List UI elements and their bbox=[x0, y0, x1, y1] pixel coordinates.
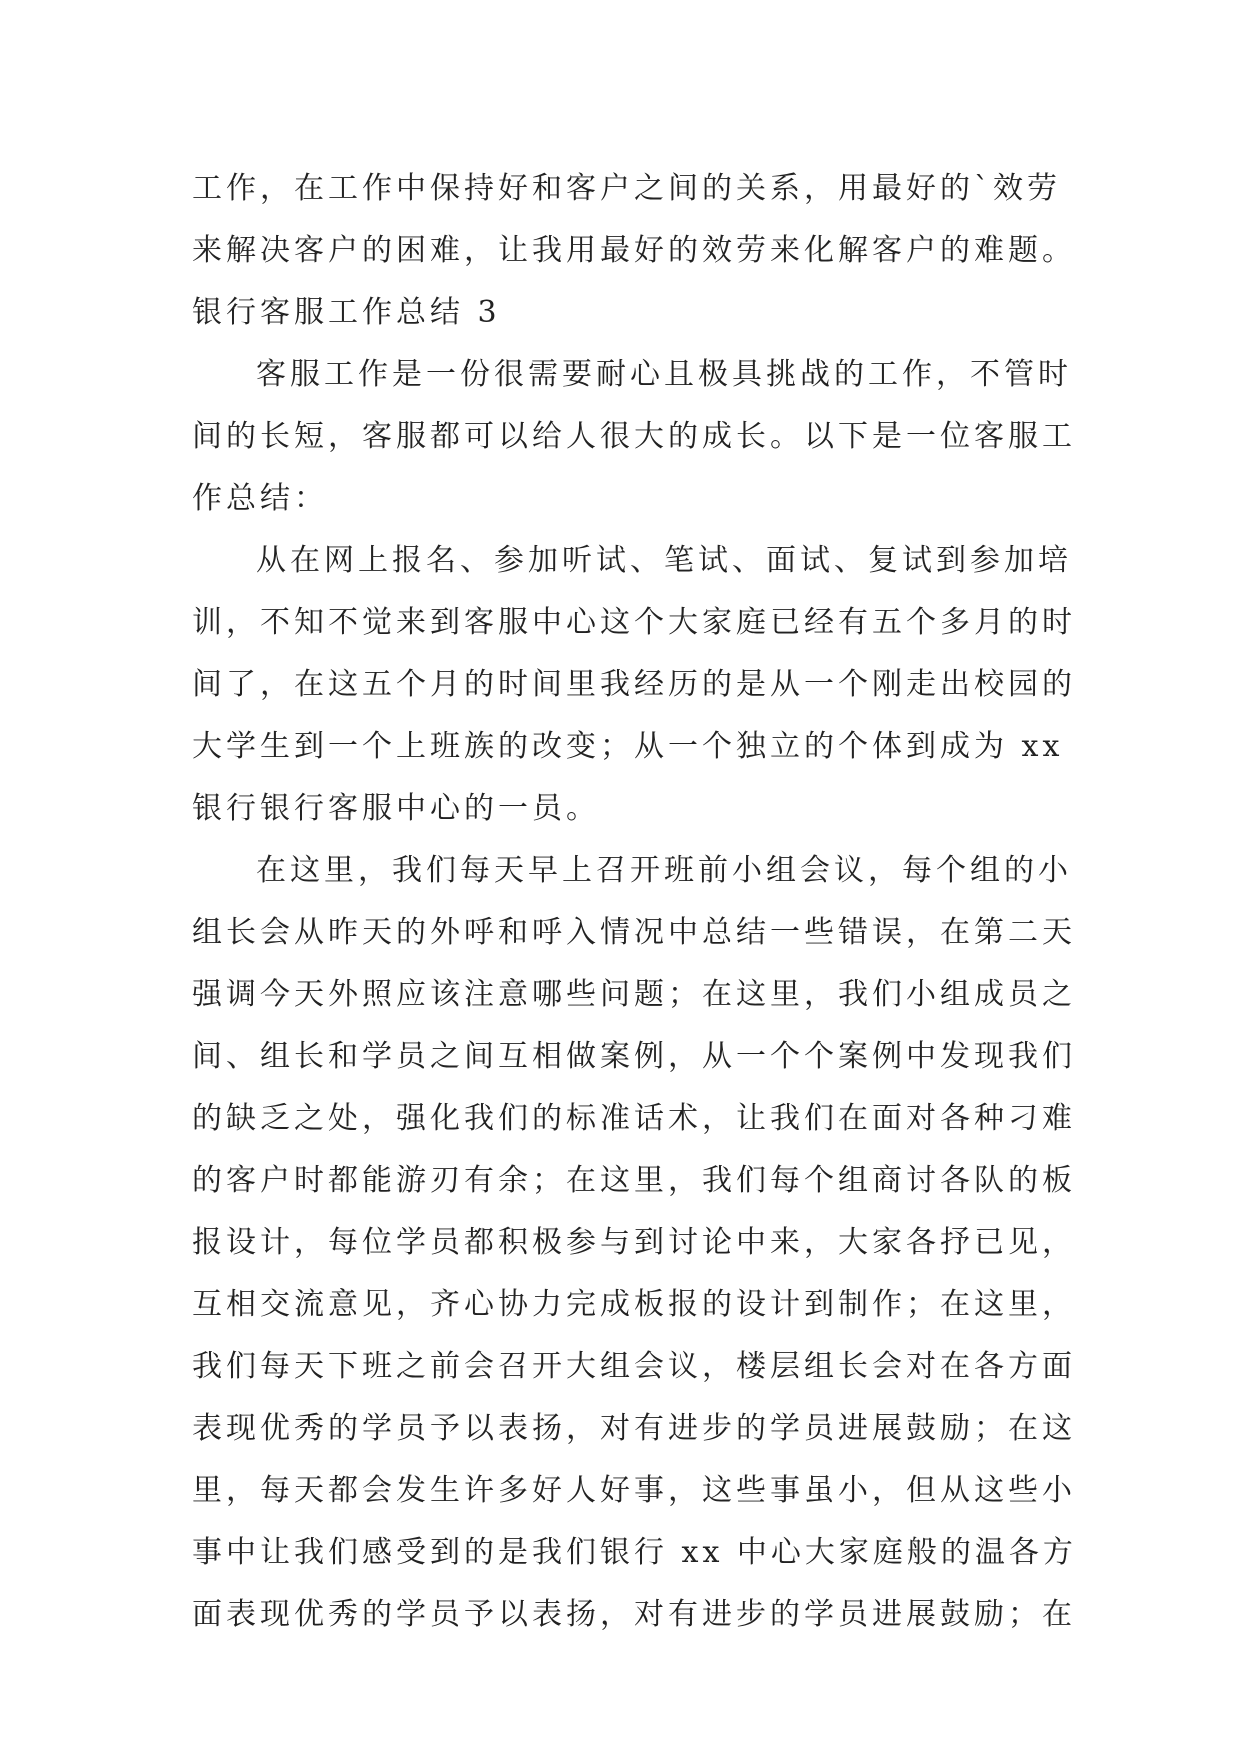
text-line: 间、组长和学员之间互相做案例，从一个个案例中发现我们 bbox=[192, 1039, 1076, 1074]
text-line: 的缺乏之处，强化我们的标准话术，让我们在面对各种刁难 bbox=[192, 1101, 1076, 1136]
text-line: 从在网上报名、参加听试、笔试、面试、复试到参加培 bbox=[256, 543, 1072, 578]
text-line: 的客户时都能游刃有余；在这里，我们每个组商讨各队的板 bbox=[192, 1163, 1076, 1198]
text-line: 互相交流意见，齐心协力完成板报的设计到制作；在这里， bbox=[192, 1287, 1076, 1322]
text-line: 里，每天都会发生许多好人好事，这些事虽小，但从这些小 bbox=[192, 1473, 1076, 1508]
section-heading: 银行客服工作总结 3 bbox=[192, 295, 501, 330]
text-line: 作总结： bbox=[192, 481, 328, 516]
text-line: 间了，在这五个月的时间里我经历的是从一个刚走出校园的 bbox=[192, 667, 1076, 702]
text-line: 来解决客户的困难，让我用最好的效劳来化解客户的难题。 bbox=[192, 233, 1076, 268]
text-line: 我们每天下班之前会召开大组会议，楼层组长会对在各方面 bbox=[192, 1349, 1076, 1384]
text-line: 报设计，每位学员都积极参与到讨论中来，大家各抒已见， bbox=[192, 1225, 1076, 1260]
text-line: 客服工作是一份很需要耐心且极具挑战的工作，不管时 bbox=[256, 357, 1072, 392]
text-line: 表现优秀的学员予以表扬，对有进步的学员进展鼓励；在这 bbox=[192, 1411, 1076, 1446]
text-line: 事中让我们感受到的是我们银行 xx 中心大家庭般的温各方 bbox=[192, 1535, 1077, 1570]
text-line: 组长会从昨天的外呼和呼入情况中总结一些错误，在第二天 bbox=[192, 915, 1076, 950]
text-line: 工作，在工作中保持好和客户之间的关系，用最好的`效劳 bbox=[192, 171, 1061, 206]
text-line: 大学生到一个上班族的改变；从一个独立的个体到成为 xx bbox=[192, 729, 1064, 764]
text-line: 训，不知不觉来到客服中心这个大家庭已经有五个多月的时 bbox=[192, 605, 1076, 640]
text-line: 间的长短，客服都可以给人很大的成长。以下是一位客服工 bbox=[192, 419, 1076, 454]
text-line: 在这里，我们每天早上召开班前小组会议，每个组的小 bbox=[256, 853, 1072, 888]
text-line: 强调今天外照应该注意哪些问题；在这里，我们小组成员之 bbox=[192, 977, 1076, 1012]
text-line: 面表现优秀的学员予以表扬，对有进步的学员进展鼓励；在 bbox=[192, 1597, 1076, 1632]
text-line: 银行银行客服中心的一员。 bbox=[192, 791, 600, 826]
document-body bbox=[192, 158, 1077, 1646]
